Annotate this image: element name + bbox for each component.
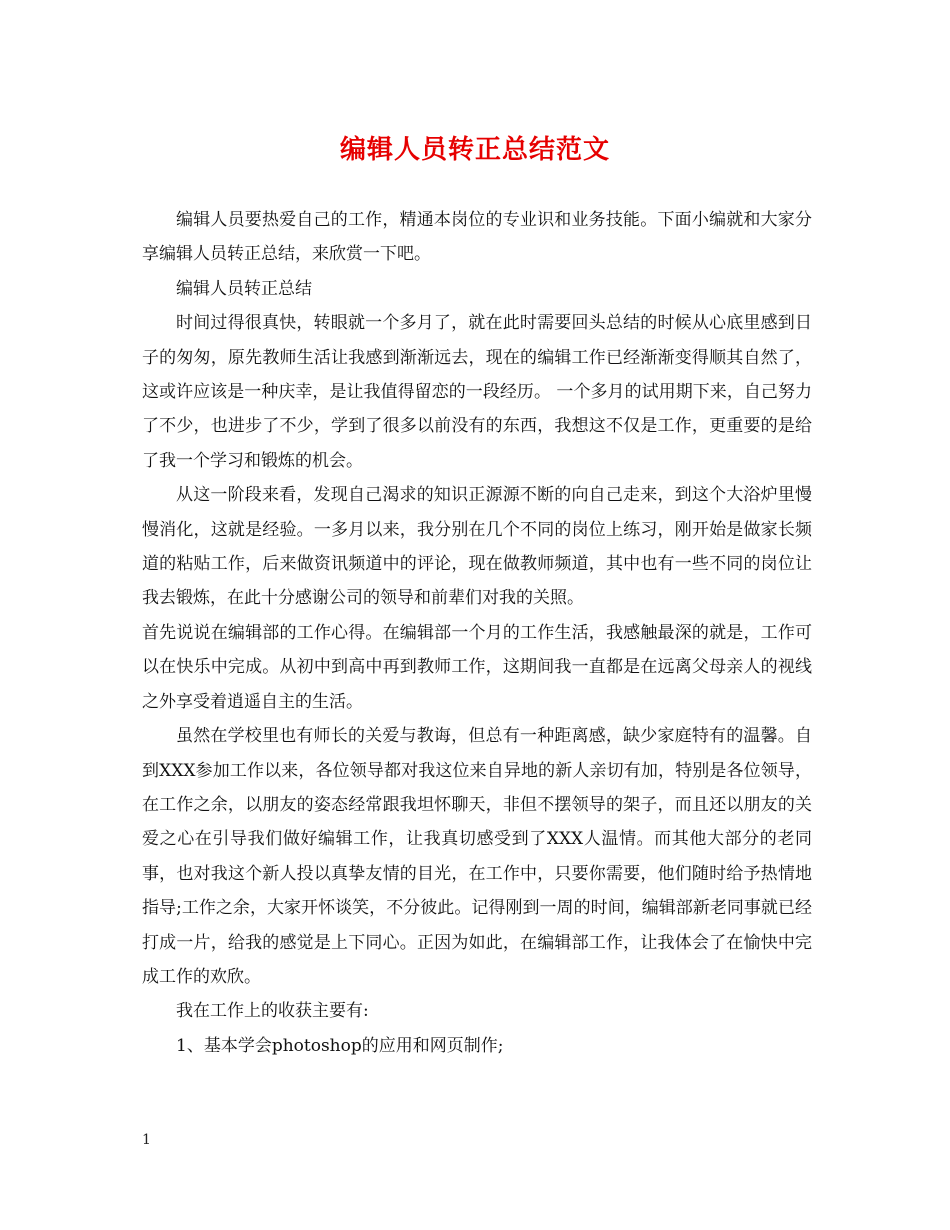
paragraph-time: 时间过得很真快，转眼就一个多月了，就在此时需要回头总结的时候从心底里感到日子的匆匆，原先教师生活让我感到渐渐远去，现在的编辑工作已经渐渐变得顺其自然了，这或许应该是一种庆幸，是让我值得留恋的一段经历。 一个多月的试用期下来，自己努力了不少，也进步了不少，学到了很多以前没有的东西，我想这不仅是工作，更重要的是给了我一个学习和锻炼的机会。 (142, 313, 812, 471)
document-title: 编辑人员转正总结范文 (339, 135, 610, 165)
paragraph-subheading: 编辑人员转正总结 (176, 278, 312, 299)
document-body (142, 203, 812, 1063)
paragraph-gain-1: 1、基本学会photoshop的应用和网页制作; (176, 1035, 504, 1056)
page-number: 1 (142, 1132, 151, 1148)
paragraph-gains-heading: 我在工作上的收获主要有: (176, 1001, 369, 1022)
paragraph-care: 虽然在学校里也有师长的关爱与教诲，但总有一种距离感，缺少家庭特有的温馨。自到XXX参加工作以来，各位领导都对我这位来自异地的新人亲切有加，特别是各位领导，在工作之余，以朋友的姿态经常跟我坦怀聊天，非但不摆领导的架子，而且还以朋友的关爱之心在引导我们做好编辑工作，让我真切感受到了XXX人温情。而其他大部分的老同事，也对我这个新人投以真挚友情的目光，在工作中，只要你需要，他们随时给予热情地指导;工作之余，大家开怀谈笑，不分彼此。记得刚到一周的时间，编辑部新老同事就已经打成一片，给我的感觉是上下同心。正因为如此，在编辑部工作，让我体会了在愉快中完成工作的欢欣。 (142, 726, 812, 987)
paragraph-stage: 从这一阶段来看，发现自己渴求的知识正源源不断的向自己走来，到这个大浴炉里慢慢消化，这就是经验。一多月以来，我分别在几个不同的岗位上练习，刚开始是做家长频道的粘贴工作，后来做资讯频道中的评论，现在做教师频道，其中也有一些不同的岗位让我去锻炼，在此十分感谢公司的领导和前辈们对我的关照。 (142, 485, 812, 609)
paragraph-intro: 编辑人员要热爱自己的工作，精通本岗位的专业识和业务技能。下面小编就和大家分享编辑人员转正总结，来欣赏一下吧。 (142, 210, 812, 265)
paragraph-work-experience: 首先说说在编辑部的工作心得。在编辑部一个月的工作生活，我感触最深的就是，工作可以在快乐中完成。从初中到高中再到教师工作，这期间我一直都是在远离父母亲人的视线之外享受着逍遥自主的生活。 (142, 622, 812, 712)
